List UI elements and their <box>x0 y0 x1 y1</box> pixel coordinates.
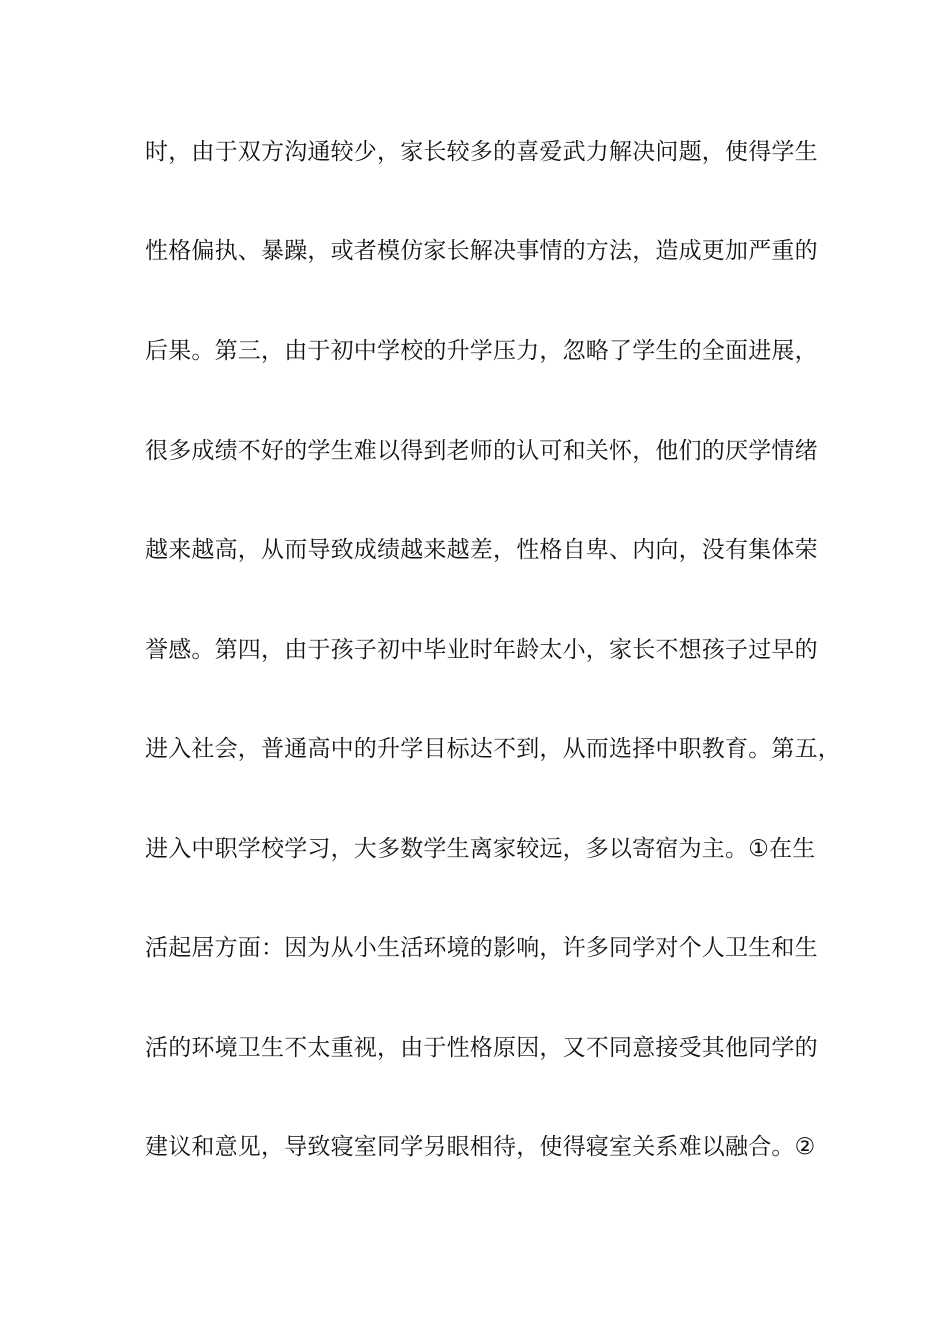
body-text-line-10: 活的环境卫生不太重视，由于性格原因，又不同意接受其他同学的 <box>145 1035 818 1061</box>
body-text-line-11: 建议和意见，导致寝室同学另眼相待，使得寝室关系难以融合。② <box>145 1134 816 1160</box>
body-text-line-2: 性格偏执、暴躁，或者模仿家长解决事情的方法，造成更加严重的 <box>145 238 818 264</box>
body-text-line-5: 越来越高，从而导致成绩越来越差，性格自卑、内向，没有集体荣 <box>145 537 818 563</box>
body-text-line-3: 后果。第三，由于初中学校的升学压力，忽略了学生的全面进展， <box>145 338 818 364</box>
body-text-line-6: 誉感。第四，由于孩子初中毕业时年龄太小，家长不想孩子过早的 <box>145 637 818 663</box>
body-text-line-8: 进入中职学校学习，大多数学生离家较远，多以寄宿为主。①在生 <box>145 836 816 862</box>
body-text-line-1: 时，由于双方沟通较少，家长较多的喜爱武力解决问题，使得学生 <box>145 139 818 165</box>
body-text-line-9: 活起居方面：因为从小生活环境的影响，许多同学对个人卫生和生 <box>145 935 818 961</box>
body-text-line-4: 很多成绩不好的学生难以得到老师的认可和关怀，他们的厌学情绪 <box>145 438 818 464</box>
body-text-line-7: 进入社会，普通高中的升学目标达不到，从而选择中职教育。第五， <box>145 736 841 762</box>
